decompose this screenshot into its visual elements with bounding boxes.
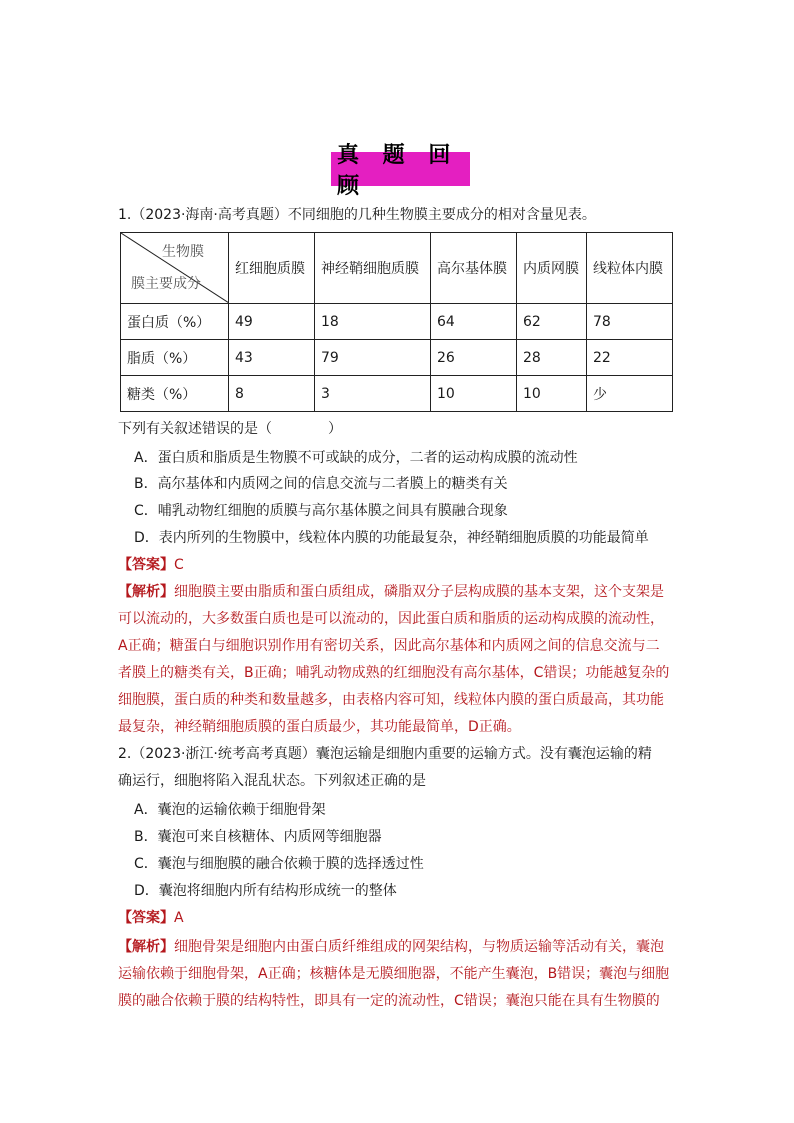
q1-option-b: B．高尔基体和内质网之间的信息交流与二者膜上的糖类有关 bbox=[134, 476, 508, 492]
table-cell: 18 bbox=[315, 304, 431, 340]
answer-label: 【答案】 bbox=[118, 557, 174, 573]
q2-analysis-line: 膜的融合依赖于膜的结构特性，即具有一定的流动性，C错误；囊泡只能在具有生物膜的 bbox=[118, 993, 660, 1009]
table-cell: 3 bbox=[315, 376, 431, 412]
table-cell: 8 bbox=[229, 376, 315, 412]
q1-analysis-line: A正确；糖蛋白与细胞识别作用有密切关系，因此高尔基体和内质网之间的信息交流与二 bbox=[118, 638, 660, 654]
table-corner-cell bbox=[121, 233, 229, 304]
table-cell: 49 bbox=[229, 304, 315, 340]
q1-stem: 1.（2023·海南·高考真题）不同细胞的几种生物膜主要成分的相对含量见表。 bbox=[118, 207, 596, 223]
q1-analysis-line: 可以流动的，大多数蛋白质也是可以流动的，因此蛋白质和脂质的运动构成膜的流动性， bbox=[118, 611, 664, 627]
table-header-row bbox=[121, 233, 673, 304]
table-cell: 28 bbox=[517, 340, 587, 376]
q1-analysis-line: 者膜上的糖类有关，B正确；哺乳动物成熟的红细胞没有高尔基体，C错误；功能越复杂的 bbox=[118, 665, 670, 681]
row-label: 脂质（%） bbox=[121, 340, 229, 376]
q1-answer bbox=[118, 555, 184, 575]
membrane-composition-table bbox=[120, 232, 673, 412]
column-header: 高尔基体膜 bbox=[431, 233, 517, 304]
q2-analysis-line bbox=[118, 937, 664, 957]
q2-stem-line: 2.（2023·浙江·统考高考真题）囊泡运输是细胞内重要的运输方式。没有囊泡运输的精 bbox=[118, 746, 652, 762]
answer-value: A bbox=[174, 910, 184, 926]
analysis-label: 【解析】 bbox=[118, 939, 174, 955]
analysis-text: 细胞膜主要由脂质和蛋白质组成，磷脂双分子层构成膜的基本支架，这个支架是 bbox=[174, 584, 664, 600]
answer-label: 【答案】 bbox=[118, 910, 174, 926]
q1-analysis-line: 细胞膜，蛋白质的种类和数量越多，由表格内容可知，线粒体内膜的蛋白质最高，其功能 bbox=[118, 692, 664, 708]
row-label: 糖类（%） bbox=[121, 376, 229, 412]
column-header: 内质网膜 bbox=[517, 233, 587, 304]
q2-option-a: A．囊泡的运输依赖于细胞骨架 bbox=[134, 802, 326, 818]
corner-bottom-label: 膜主要成分 bbox=[131, 276, 201, 292]
table-row bbox=[121, 304, 673, 340]
q2-option-c: C．囊泡与细胞膜的融合依赖于膜的选择透过性 bbox=[134, 856, 424, 872]
column-header: 神经鞘细胞质膜 bbox=[315, 233, 431, 304]
table-cell: 43 bbox=[229, 340, 315, 376]
table-cell: 78 bbox=[587, 304, 673, 340]
column-header: 红细胞质膜 bbox=[229, 233, 315, 304]
q2-option-b: B．囊泡可来自核糖体、内质网等细胞器 bbox=[134, 829, 382, 845]
table-cell: 64 bbox=[431, 304, 517, 340]
table-cell: 62 bbox=[517, 304, 587, 340]
table-cell: 22 bbox=[587, 340, 673, 376]
q1-question: 下列有关叙述错误的是（ ） bbox=[118, 421, 342, 437]
analysis-text: 细胞骨架是细胞内由蛋白质纤维组成的网架结构，与物质运输等活动有关，囊泡 bbox=[174, 939, 664, 955]
q1-option-d: D．表内所列的生物膜中，线粒体内膜的功能最复杂，神经鞘细胞质膜的功能最简单 bbox=[134, 530, 649, 546]
column-header: 线粒体内膜 bbox=[587, 233, 673, 304]
table-row bbox=[121, 340, 673, 376]
analysis-label: 【解析】 bbox=[118, 584, 174, 600]
table-cell: 少 bbox=[587, 376, 673, 412]
row-label: 蛋白质（%） bbox=[121, 304, 229, 340]
q2-analysis-line: 运输依赖于细胞骨架，A正确；核糖体是无膜细胞器，不能产生囊泡，B错误；囊泡与细胞 bbox=[118, 966, 670, 982]
table-cell: 26 bbox=[431, 340, 517, 376]
q2-option-d: D．囊泡将细胞内所有结构形成统一的整体 bbox=[134, 883, 397, 899]
table-cell: 10 bbox=[517, 376, 587, 412]
corner-top-label: 生物膜 bbox=[162, 244, 204, 260]
q2-answer bbox=[118, 908, 184, 928]
answer-value: C bbox=[174, 557, 184, 573]
section-title-banner: 真 题 回 顾 bbox=[331, 152, 470, 186]
q1-option-a: A．蛋白质和脂质是生物膜不可或缺的成分，二者的运动构成膜的流动性 bbox=[134, 450, 578, 466]
q1-analysis-line bbox=[118, 582, 664, 602]
q1-option-c: C．哺乳动物红细胞的质膜与高尔基体膜之间具有膜融合现象 bbox=[134, 503, 508, 519]
table-cell: 79 bbox=[315, 340, 431, 376]
q2-stem-line: 确运行，细胞将陷入混乱状态。下列叙述正确的是 bbox=[118, 773, 426, 789]
table-cell: 10 bbox=[431, 376, 517, 412]
q1-analysis-line: 最复杂，神经鞘细胞质膜的蛋白质最少，其功能最简单，D正确。 bbox=[118, 719, 521, 735]
table-row bbox=[121, 376, 673, 412]
